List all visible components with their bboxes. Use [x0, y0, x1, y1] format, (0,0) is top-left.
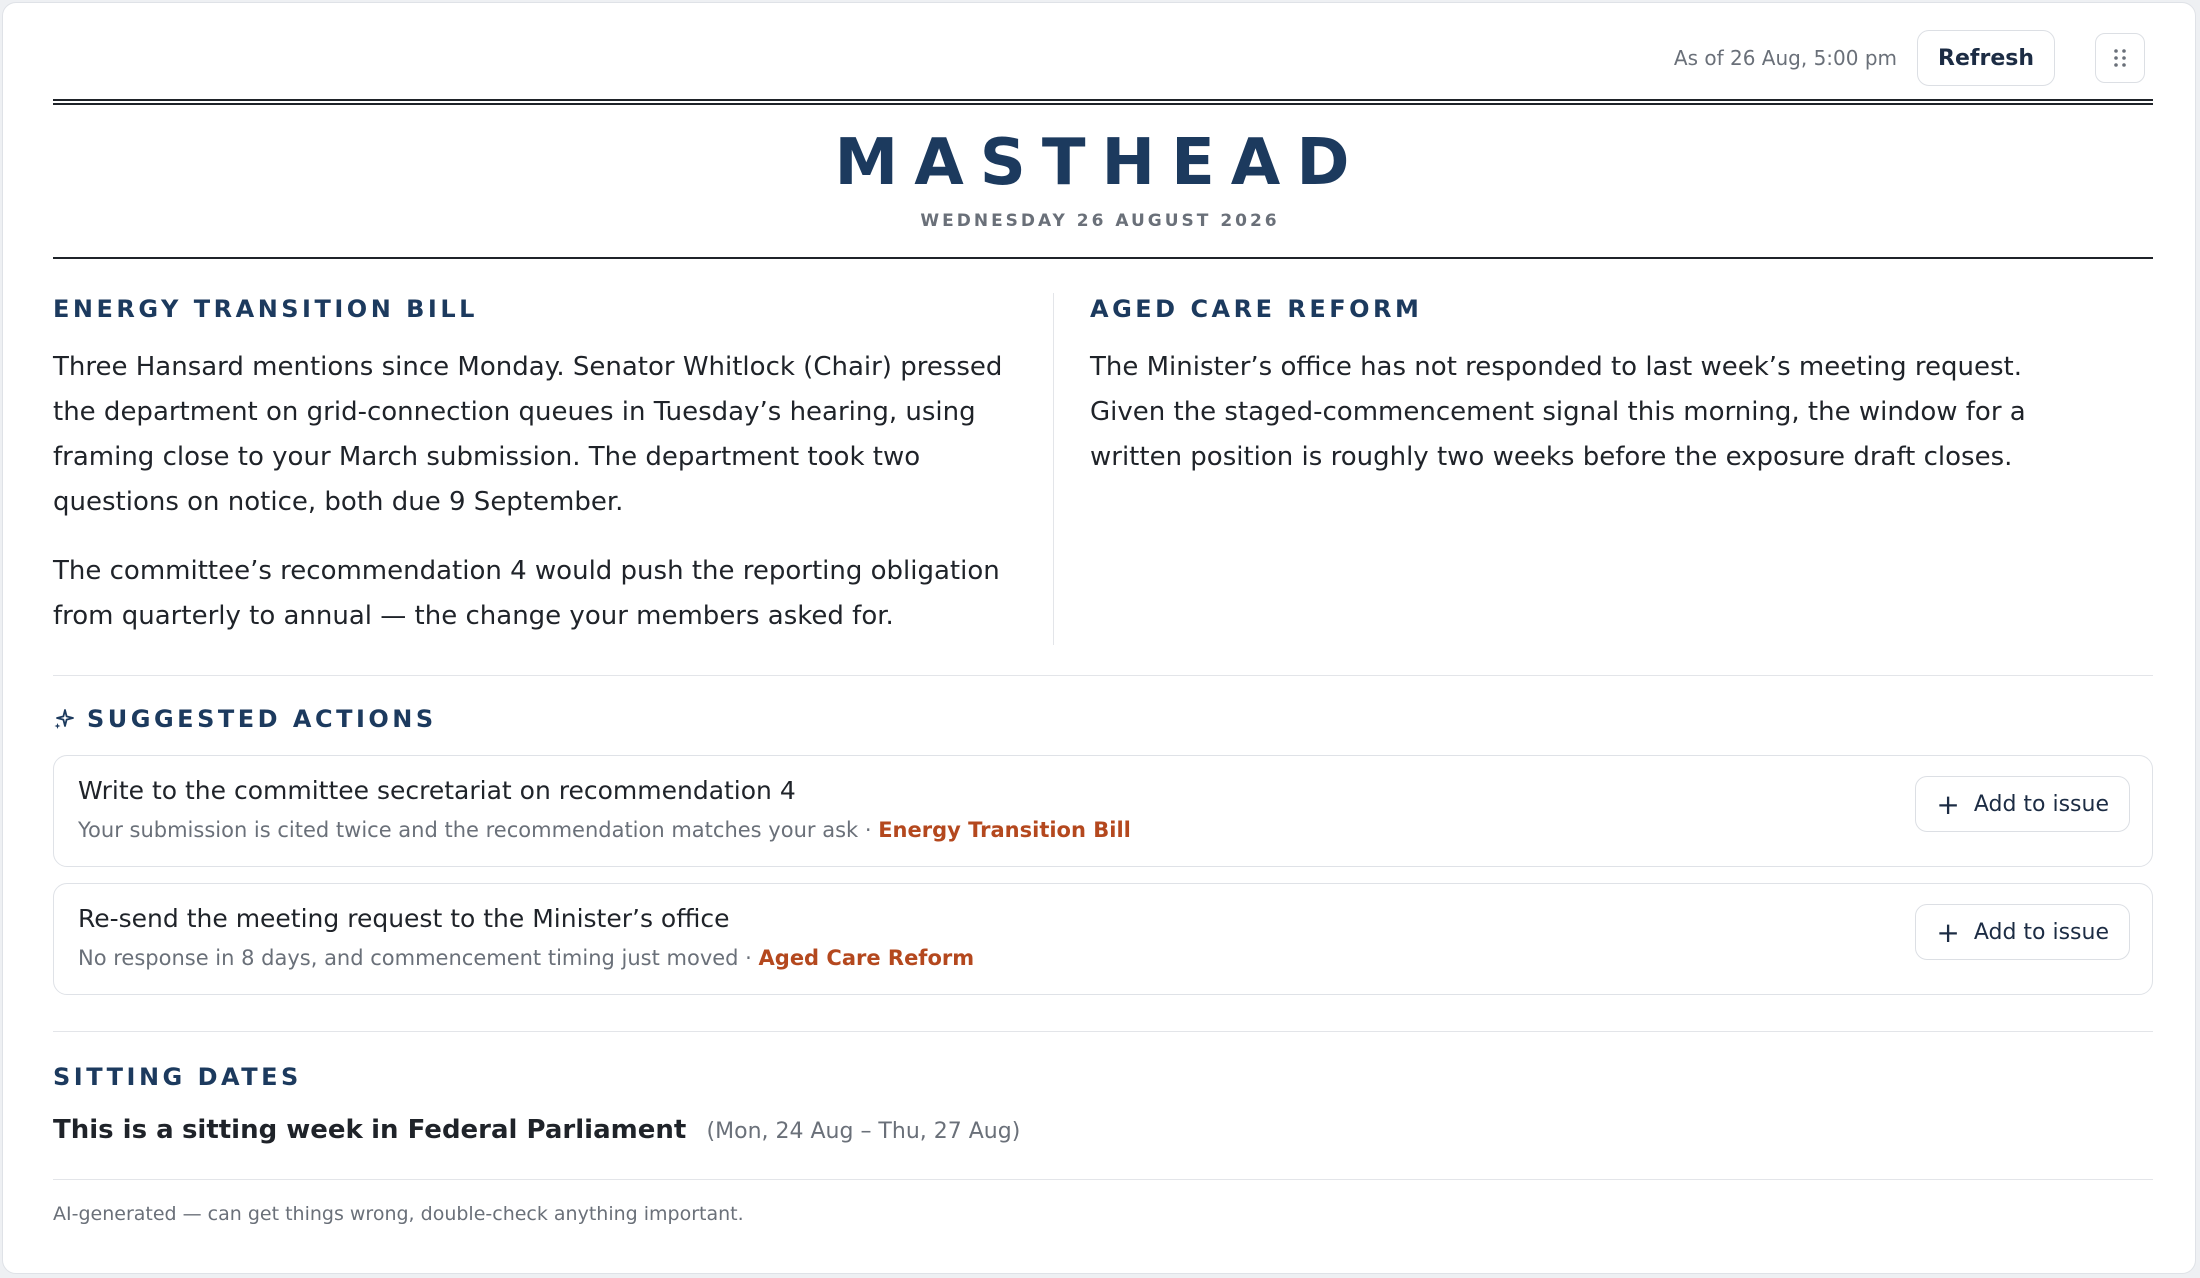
section-paragraph: Three Hansard mentions since Monday. Senator Whitlock (Chair) pressed the department on grid-connection queues in Tuesday’s hearing, using framing close to your March submission. The department took two questions on notice, both due 9 September. [53, 352, 1003, 517]
suggested-action-card [53, 755, 2153, 867]
issue-tag[interactable]: Energy Transition Bill [878, 818, 1131, 842]
divider [53, 1179, 2153, 1180]
suggested-actions-header [53, 703, 437, 735]
sitting-suffix: in Federal Parliament [371, 1115, 687, 1145]
section-energy-transition [53, 293, 1013, 639]
section-heading: AGED CARE REFORM [1090, 295, 1423, 323]
divider [53, 675, 2153, 676]
add-to-issue-button[interactable] [1915, 904, 2130, 960]
action-reason-text: No response in 8 days, and commencement timing just moved [78, 946, 739, 970]
section-aged-care [1090, 293, 2050, 480]
divider [53, 1031, 2153, 1032]
action-reason [78, 946, 974, 970]
briefing-card [2, 2, 2196, 1274]
sitting-week-status [53, 1115, 1020, 1145]
drag-handle[interactable] [2095, 33, 2145, 83]
top-bar [1674, 29, 2145, 87]
action-title: Re-send the meeting request to the Minister’s office [78, 904, 730, 933]
masthead-double-rule [53, 99, 2153, 105]
button-label: Add to issue [1973, 791, 2109, 817]
ai-disclaimer: AI-generated — can get things wrong, double-check anything important. [53, 1203, 744, 1225]
section-paragraph: The Minister’s office has not responded to last week’s meeting request. Given the staged-commencement signal this morning, the window for a written position is roughly two weeks before the exposure draft closes. [1090, 352, 2026, 472]
grip-dots-icon [2113, 48, 2127, 68]
separator: · [858, 818, 879, 842]
refresh-button[interactable]: Refresh [1917, 30, 2055, 86]
plus-icon: + [1936, 787, 1960, 821]
plus-icon: + [1936, 915, 1960, 949]
section-heading: SUGGESTED ACTIONS [87, 705, 437, 733]
suggested-action-card [53, 883, 2153, 995]
separator: · [738, 946, 759, 970]
as-of-timestamp: As of 26 Aug, 5:00 pm [1673, 46, 1898, 70]
action-reason [78, 818, 1131, 842]
sitting-emphasis: sitting week [181, 1115, 363, 1145]
sitting-date-range: (Mon, 24 Aug – Thu, 27 Aug) [706, 1119, 1021, 1144]
button-label: Add to issue [1973, 919, 2109, 945]
issue-tag[interactable]: Aged Care Reform [758, 946, 975, 970]
column-divider [1053, 293, 1054, 645]
section-heading: SITTING DATES [53, 1063, 302, 1091]
action-reason-text: Your submission is cited twice and the recommendation matches your ask [78, 818, 859, 842]
section-paragraph: The committee’s recommendation 4 would push the reporting obligation from quarterly to annual — the change your members asked for. [53, 556, 1000, 631]
masthead-title: MASTHEAD [834, 126, 1366, 200]
masthead-date: WEDNESDAY 26 AUGUST 2026 [920, 211, 1280, 231]
section-heading: ENERGY TRANSITION BILL [53, 295, 478, 323]
action-title: Write to the committee secretariat on recommendation 4 [78, 776, 796, 805]
sparkle-icon [53, 708, 75, 730]
masthead-bottom-rule [53, 257, 2153, 259]
sitting-prefix: This is a [53, 1115, 174, 1145]
add-to-issue-button[interactable] [1915, 776, 2130, 832]
